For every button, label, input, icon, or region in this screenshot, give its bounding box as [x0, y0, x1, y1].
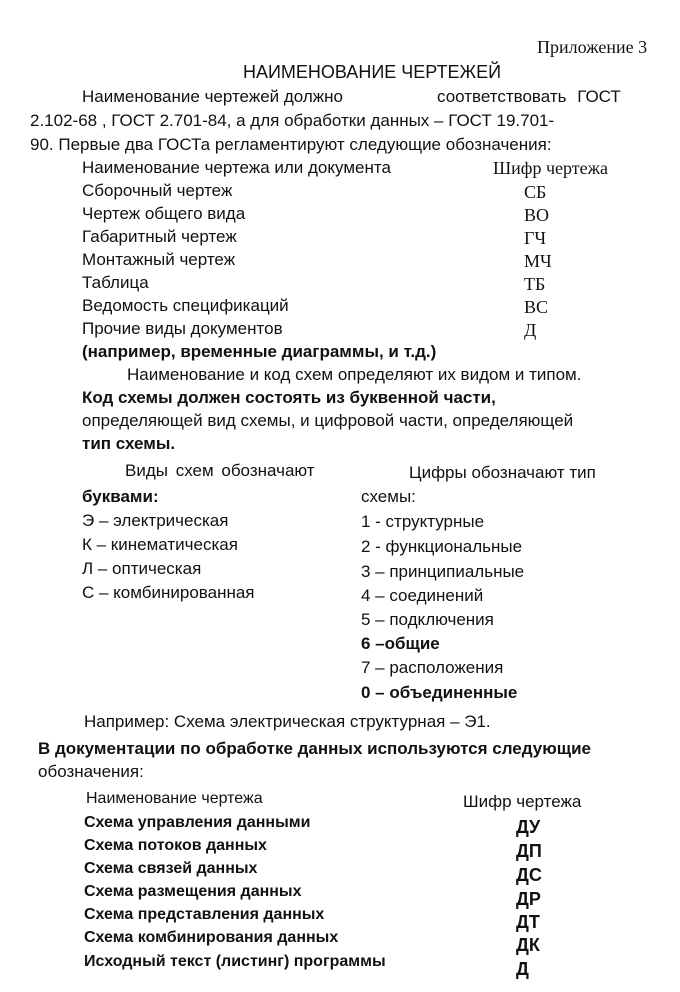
table-row-name: Схема управления данными [84, 814, 311, 831]
table-row-code: Д [516, 959, 529, 979]
table-row-name: Исходный текст (листинг) программы [84, 953, 386, 970]
table-row-code: ДК [516, 935, 540, 955]
list-item: К – кинематическая [82, 535, 238, 554]
table-row-code: ГЧ [524, 228, 547, 248]
table-row-code: ВС [524, 297, 549, 317]
docs-intro-line-1: В документации по обработке данных используются следующие [38, 739, 591, 758]
kinds-heading-1: Виды схем обозначают [125, 461, 315, 480]
table-row-code: Д [524, 320, 537, 340]
list-item: 2 - функциональные [361, 537, 523, 556]
intro-line-2: 2.102-68 , ГОСТ 2.701-84, а для обработки данных – ГОСТ 19.701- [30, 111, 555, 130]
table1-header-name: Наименование чертежа или документа [82, 158, 391, 177]
example-text: Например: Схема электрическая структурная – Э1. [84, 712, 491, 731]
intro-line-3: 90. Первые два ГОСТа регламентируют следующие обозначения: [30, 135, 552, 154]
table-row-code: ДУ [516, 817, 541, 837]
list-item: 7 – расположения [361, 658, 504, 677]
page-title: НАИМЕНОВАНИЕ ЧЕРТЕЖЕЙ [242, 62, 502, 82]
table-row-code: МЧ [524, 251, 552, 271]
table-row-name: Сборочный чертеж [82, 181, 233, 200]
table-row-code: ДТ [516, 912, 540, 932]
table-row-name: Схема потоков данных [84, 837, 267, 854]
table-row-name: Схема связей данных [84, 860, 258, 877]
table-row-name: Схема комбинирования данных [84, 929, 339, 946]
table-row-name: Чертеж общего вида [82, 204, 246, 223]
table-row-code: ВО [524, 205, 550, 225]
table-row-code: ДС [516, 865, 542, 885]
kinds-heading-2: буквами: [82, 487, 159, 506]
table-row-name: Таблица [82, 273, 149, 292]
table-row-name: Монтажный чертеж [82, 250, 236, 269]
para2-line-1: Наименование и код схем определяют их видом и типом. [127, 365, 582, 384]
list-item: 0 – объединенные [361, 683, 518, 702]
intro-line-1b: соответствовать ГОСТ [437, 87, 621, 106]
appendix-label: Приложение 3 [537, 37, 648, 57]
table2-header-code: Шифр чертежа [463, 792, 582, 811]
list-item: 1 - структурные [361, 512, 485, 531]
list-item: Э – электрическая [82, 511, 229, 530]
types-heading-1: Цифры обозначают тип [409, 463, 596, 482]
list-item: 6 –общие [361, 634, 440, 653]
para2-line-2: Код схемы должен состоять из буквенной части, [82, 388, 496, 407]
list-item: 5 – подключения [361, 610, 494, 629]
table-row-name: Схема представления данных [84, 906, 325, 923]
table1-header-code: Шифр чертежа [493, 158, 609, 178]
list-item: С – комбинированная [82, 583, 255, 602]
table-row-name: Ведомость спецификаций [82, 296, 289, 315]
para2-line-4: тип схемы. [82, 434, 176, 453]
table2-header-name: Наименование чертежа [86, 790, 263, 807]
para2-line-3: определяющей вид схемы, и цифровой части, определяющей [82, 411, 574, 430]
docs-intro-line-2: обозначения: [38, 762, 144, 781]
list-item: 4 – соединений [361, 586, 484, 605]
table-row-code: ТБ [524, 274, 546, 294]
table-row-name: Габаритный чертеж [82, 227, 237, 246]
table-row-name: Прочие виды документов [82, 319, 283, 338]
table1-note: (например, временные диаграммы, и т.д.) [82, 342, 437, 361]
table-row-name: Схема размещения данных [84, 883, 302, 900]
intro-line-1a: Наименование чертежей должно [82, 87, 344, 106]
table-row-code: ДП [516, 841, 542, 861]
list-item: 3 – принципиальные [361, 562, 525, 581]
list-item: Л – оптическая [82, 559, 202, 578]
types-heading-2: схемы: [361, 487, 416, 506]
table-row-code: СБ [524, 182, 547, 202]
table-row-code: ДР [516, 889, 541, 909]
